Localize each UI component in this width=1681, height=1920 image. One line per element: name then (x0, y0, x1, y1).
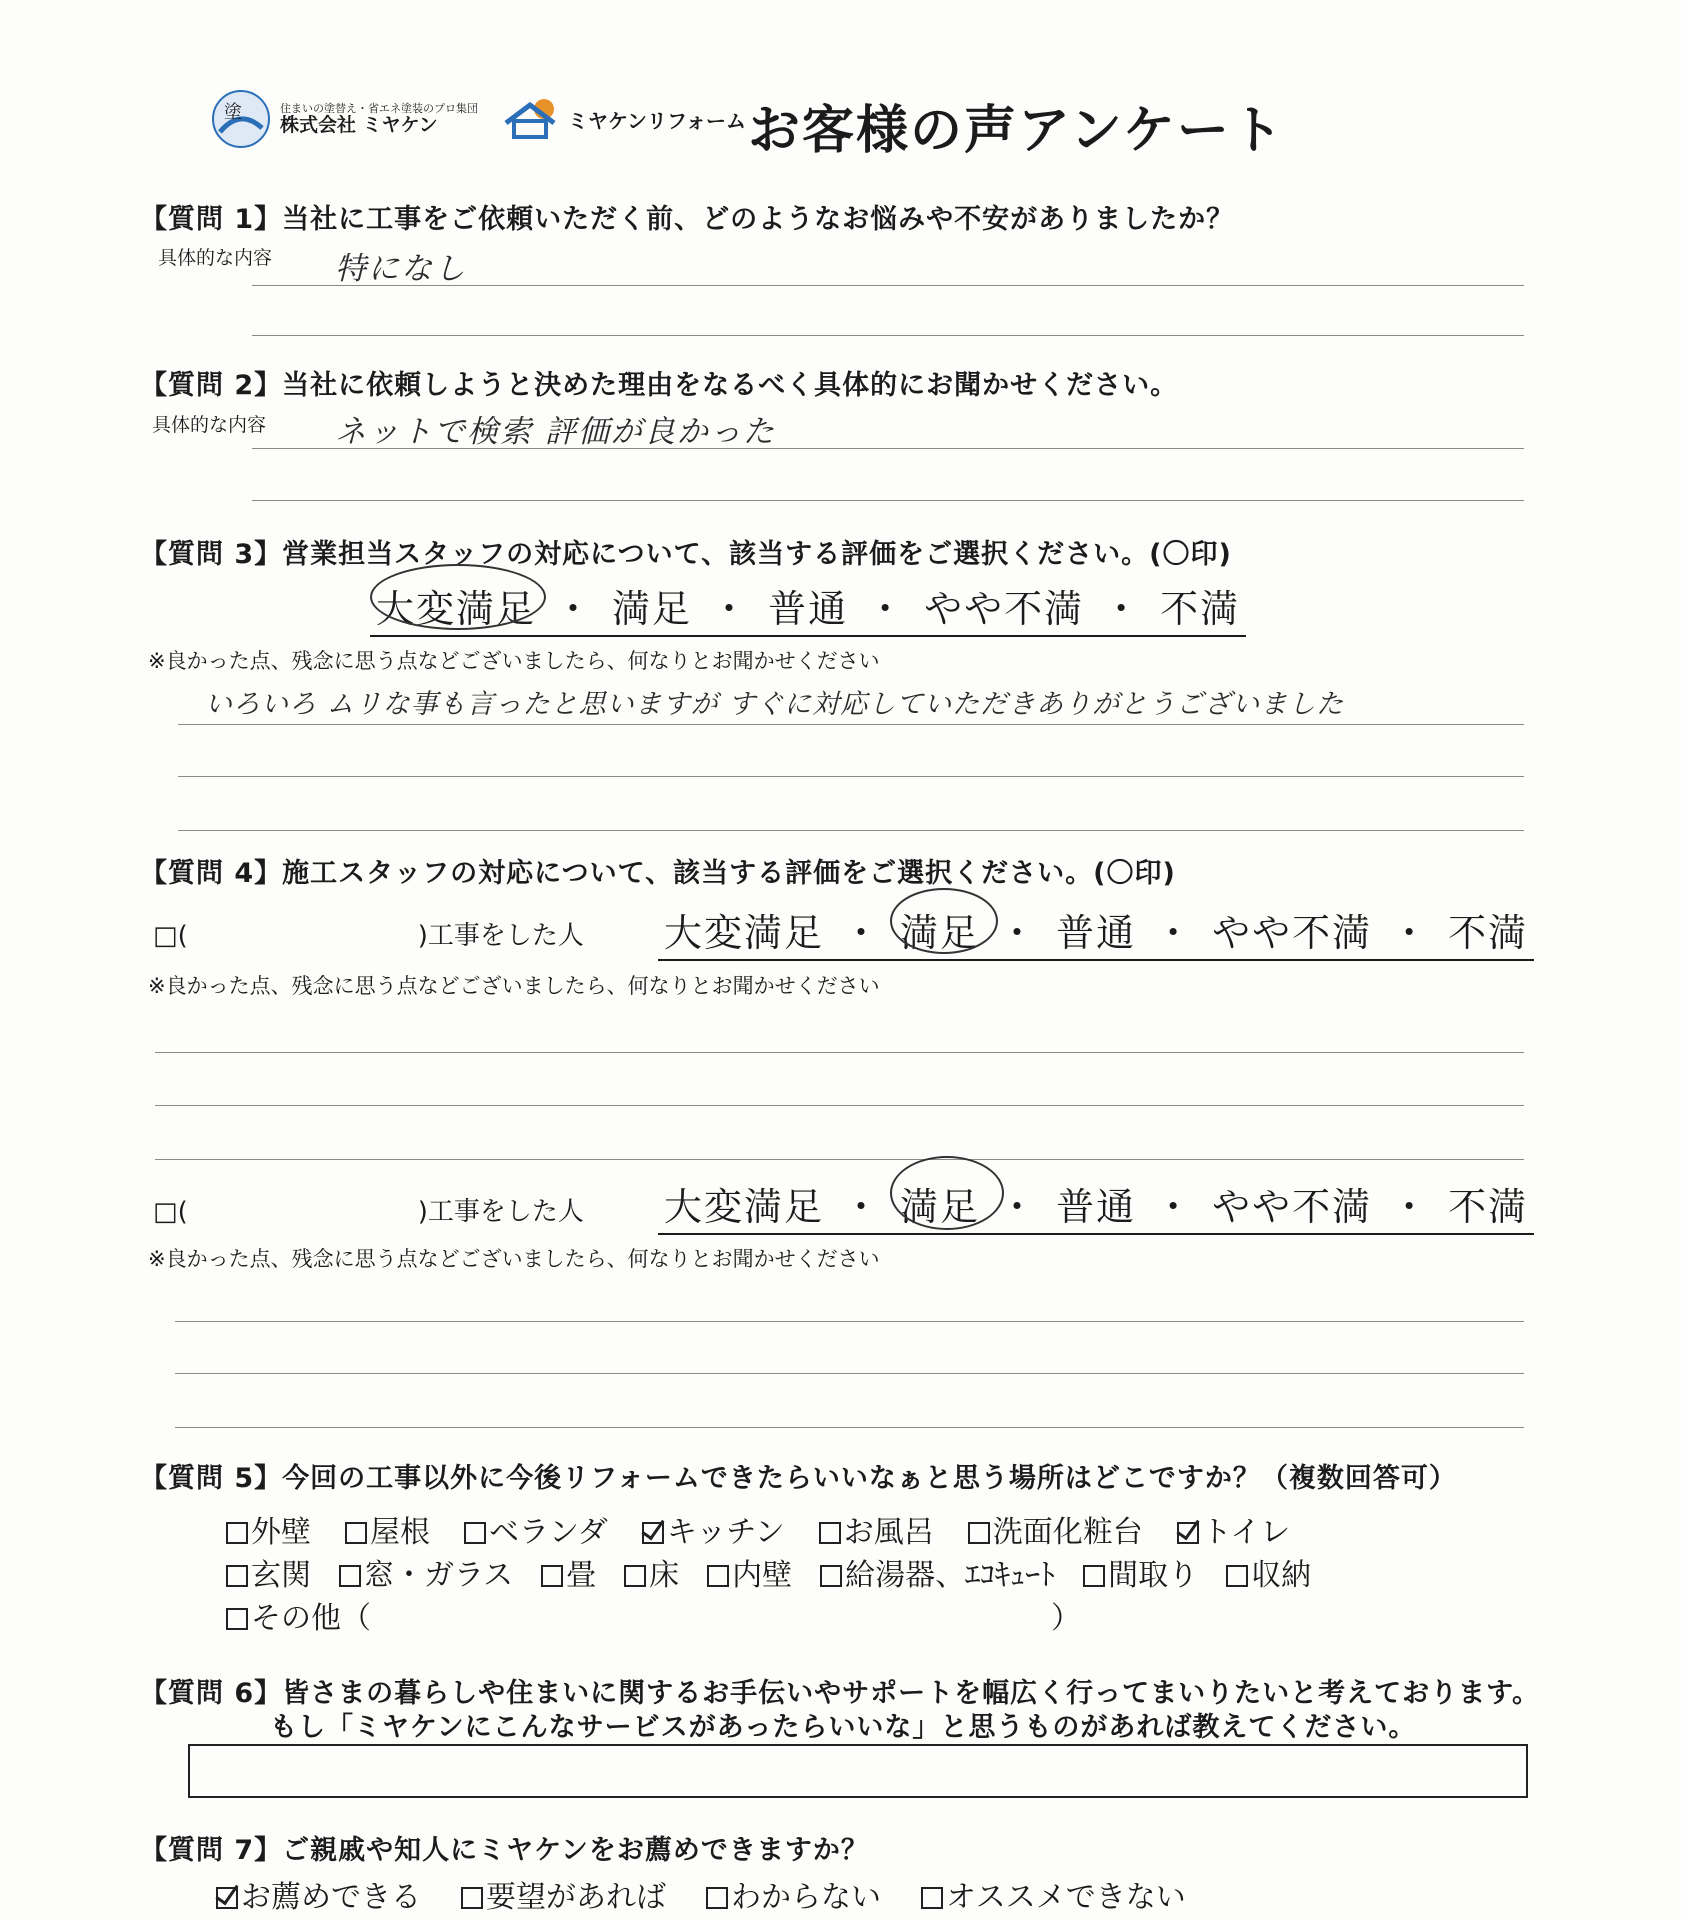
q6-answer-box[interactable] (188, 1744, 1528, 1798)
q5-row2-option-0[interactable] (226, 1550, 311, 1594)
q5-row1-option-6[interactable] (1177, 1507, 1291, 1551)
q5-row1-label-6: トイレ (1201, 1515, 1291, 1550)
q4-w1-option-somewhat-dissatisfied[interactable]: やや不満 (1212, 911, 1373, 955)
q7-label-2: わからない (731, 1880, 881, 1915)
q5-row1-checkbox-3[interactable] (642, 1522, 664, 1544)
q5-row2-label-1: 窓・ガラス (364, 1558, 514, 1593)
q1-detail-label: 具体的な内容 (158, 247, 273, 269)
page-title: お客様の声アンケート (748, 101, 1285, 161)
q5-row2-label-3: 床 (649, 1558, 680, 1593)
q3-rule-2 (178, 776, 1524, 777)
q4-worker1-field[interactable] (153, 915, 584, 952)
q3-rule-1 (178, 724, 1524, 725)
q5-other-label: その他（ (251, 1601, 371, 1636)
q5-row1-option-2[interactable] (464, 1507, 608, 1551)
q4-w2-option-somewhat-dissatisfied[interactable]: やや不満 (1212, 1185, 1373, 1229)
q5-row1-label-4: お風呂 (843, 1515, 934, 1550)
company-tagline: 住まいの塗替え・省エネ塗装のプロ集団 (280, 101, 478, 115)
q4-worker2-suffix: )工事をした人 (417, 1197, 584, 1227)
q4-w2-option-normal[interactable]: 普通 (1056, 1185, 1137, 1229)
q4-w2-option-dissatisfied[interactable]: 不満 (1448, 1185, 1529, 1229)
q4-separator: ・ (842, 1185, 883, 1229)
q3-note: ※良かった点、残念に思う点などございましたら、何なりとお聞かせください (148, 649, 880, 673)
svg-text:塗: 塗 (224, 102, 242, 123)
q4-worker2-field[interactable] (153, 1191, 584, 1228)
q5-row1-checkbox-5[interactable] (968, 1522, 990, 1544)
q7-options (216, 1872, 1226, 1916)
q3-label: 【質問 3】営業担当スタッフの対応について、該当する評価をご選択ください。(〇印) (140, 539, 1232, 570)
header-logos (210, 88, 746, 150)
q3-option-satisfied[interactable]: 満足 (612, 587, 693, 631)
q5-row-2 (226, 1550, 1339, 1594)
q5-row2-option-7[interactable] (1226, 1550, 1311, 1594)
q5-row2-label-4: 内壁 (732, 1558, 793, 1593)
q5-row1-checkbox-1[interactable] (345, 1522, 367, 1544)
q3-separator: ・ (1102, 587, 1143, 631)
q5-row1-label-3: キッチン (666, 1515, 785, 1550)
q7-label-0: お薦めできる (241, 1880, 421, 1915)
q4-worker2-note: ※良かった点、残念に思う点などございましたら、何なりとお聞かせください (148, 1247, 880, 1271)
q1-rule-1 (252, 285, 1524, 286)
reform-brand: ミヤケンリフォーム (568, 108, 746, 133)
q4-worker1-suffix: )工事をした人 (417, 921, 584, 951)
q1-rule-2 (252, 335, 1524, 336)
miyaken-painter-logo-icon (210, 88, 272, 150)
q5-row1-checkbox-2[interactable] (464, 1522, 486, 1544)
q4-separator: ・ (998, 1185, 1039, 1229)
q5-row2-checkbox-0[interactable] (226, 1565, 248, 1587)
q5-row1-option-0[interactable] (226, 1507, 311, 1551)
q5-label: 【質問 5】今回の工事以外に今後リフォームできたらいいなぁと思う場所はどこですか？（複数回答可） (140, 1463, 1457, 1494)
house-logo-icon (500, 97, 564, 141)
q3-rule-3 (178, 830, 1524, 831)
q5-row2-checkbox-1[interactable] (339, 1565, 361, 1587)
q6-label-line1: 【質問 6】皆さまの暮らしや住まいに関するお手伝いやサポートを幅広く行ってまいりたいと考えております。 (140, 1678, 1541, 1709)
q5-row2-option-5[interactable] (820, 1550, 1055, 1594)
q5-other-checkbox[interactable] (226, 1608, 248, 1630)
q5-row1-checkbox-6[interactable] (1177, 1522, 1199, 1544)
q5-row2-option-4[interactable] (707, 1550, 792, 1594)
q5-other-row[interactable] (226, 1593, 1081, 1637)
q7-label-1: 要望があれば (486, 1880, 666, 1915)
q4-worker1-rating[interactable] (658, 902, 1534, 961)
q5-row2-label-5: 給湯器、ｴｺｷｭｰﾄ (845, 1558, 1056, 1593)
q7-checkbox-2[interactable] (706, 1887, 728, 1909)
q4-w1-option-satisfied[interactable]: 満足 (900, 902, 980, 957)
q5-row1-checkbox-0[interactable] (226, 1522, 248, 1544)
q7-option-0[interactable] (216, 1872, 421, 1916)
q4-w2-rule-3 (175, 1427, 1524, 1428)
q4-w1-option-very-satisfied[interactable]: 大変満足 (664, 911, 825, 955)
q5-row2-label-6: 間取り (1108, 1558, 1199, 1593)
q7-label-3: オススメできない (946, 1880, 1186, 1915)
q4-w1-rule-2 (155, 1105, 1524, 1106)
q2-answer[interactable]: ネットで検索 評価が良かった (335, 414, 776, 450)
q5-row2-option-1[interactable] (339, 1550, 513, 1594)
q4-label: 【質問 4】施工スタッフの対応について、該当する評価をご選択ください。(〇印) (140, 858, 1176, 889)
company-block (280, 103, 478, 136)
q4-w1-rule-1 (155, 1052, 1524, 1053)
q4-w2-option-satisfied[interactable]: 満足 (900, 1176, 980, 1231)
q7-checkbox-1[interactable] (461, 1887, 483, 1909)
q5-row1-option-3[interactable] (642, 1507, 785, 1551)
q4-worker1-prefix: □( (153, 921, 188, 951)
q6-label-line2: もし「ミヤケンにこんなサービスがあったらいいな」と思うものがあれば教えてください。 (270, 1712, 1417, 1743)
q3-option-dissatisfied[interactable]: 不満 (1160, 587, 1241, 631)
q4-w1-option-normal[interactable]: 普通 (1056, 911, 1137, 955)
q5-row2-checkbox-3[interactable] (624, 1565, 646, 1587)
q3-option-somewhat-dissatisfied[interactable]: やや不満 (924, 587, 1085, 631)
q4-w1-rule-3 (155, 1159, 1524, 1160)
q7-checkbox-0[interactable] (216, 1887, 238, 1909)
q3-separator: ・ (866, 587, 907, 631)
q5-row2-checkbox-7[interactable] (1226, 1565, 1248, 1587)
q5-row2-checkbox-2[interactable] (541, 1565, 563, 1587)
q2-rule-2 (252, 500, 1524, 501)
q7-option-3[interactable] (921, 1872, 1186, 1916)
q5-row1-option-1[interactable] (345, 1507, 430, 1551)
q2-detail-label: 具体的な内容 (152, 414, 267, 436)
q5-row2-label-0: 玄関 (251, 1558, 311, 1593)
q4-worker2-prefix: □( (153, 1197, 188, 1227)
q5-row2-checkbox-4[interactable] (707, 1565, 729, 1587)
q7-option-2[interactable] (706, 1872, 881, 1916)
q3-comment[interactable]: いろいろ ムリな事も言ったと思いますが すぐに対応していただきありがとうございました (205, 689, 1345, 720)
q4-separator: ・ (1154, 911, 1195, 955)
q5-row2-label-2: 畳 (566, 1558, 597, 1593)
q5-row-1 (226, 1507, 1324, 1551)
q3-option-very-satisfied[interactable]: 大変満足 (376, 578, 536, 633)
company-name: 株式会社 ミヤケン (280, 113, 438, 136)
q4-w2-option-very-satisfied[interactable]: 大変満足 (664, 1185, 825, 1229)
q5-row2-checkbox-5[interactable] (820, 1565, 842, 1587)
q3-rating[interactable] (370, 578, 1246, 637)
q2-label: 【質問 2】当社に依頼しようと決めた理由をなるべく具体的にお聞かせください。 (140, 370, 1179, 401)
q1-label: 【質問 1】当社に工事をご依頼いただく前、どのようなお悩みや不安がありましたか？ (140, 204, 1235, 235)
q4-separator: ・ (998, 911, 1039, 955)
q5-row1-option-5[interactable] (968, 1507, 1143, 1551)
q3-option-normal[interactable]: 普通 (768, 587, 849, 631)
q5-row1-label-5: 洗面化粧台 (992, 1515, 1143, 1550)
q7-label: 【質問 7】ご親戚や知人にミヤケンをお薦めできますか？ (140, 1835, 869, 1866)
q4-w1-option-dissatisfied[interactable]: 不満 (1448, 911, 1529, 955)
q4-worker2-rating[interactable] (658, 1176, 1534, 1235)
q7-option-1[interactable] (461, 1872, 666, 1916)
q2-rule-1 (252, 448, 1524, 449)
q3-separator: ・ (710, 587, 751, 631)
q4-separator: ・ (1154, 1185, 1195, 1229)
q5-row1-label-2: ベランダ (489, 1515, 608, 1550)
q5-row1-option-4[interactable] (819, 1507, 934, 1551)
q4-worker1-note: ※良かった点、残念に思う点などございましたら、何なりとお聞かせください (148, 974, 880, 998)
q4-separator: ・ (842, 911, 883, 955)
q4-w2-rule-1 (175, 1321, 1524, 1322)
q5-row1-checkbox-4[interactable] (819, 1522, 841, 1544)
q4-w2-rule-2 (175, 1373, 1524, 1374)
q4-separator: ・ (1390, 911, 1431, 955)
q5-other-close: ） (1051, 1601, 1081, 1636)
q5-row2-option-6[interactable] (1083, 1550, 1198, 1594)
q5-row1-label-1: 屋根 (370, 1515, 430, 1550)
q5-row1-label-0: 外壁 (251, 1515, 311, 1550)
q5-row2-checkbox-6[interactable] (1083, 1565, 1105, 1587)
q5-row2-option-2[interactable] (541, 1550, 596, 1594)
q1-answer[interactable]: 特になし (335, 251, 467, 287)
q5-row2-option-3[interactable] (624, 1550, 679, 1594)
q5-row2-label-7: 収納 (1251, 1558, 1312, 1593)
q3-separator: ・ (554, 587, 595, 631)
q4-separator: ・ (1390, 1185, 1431, 1229)
q7-checkbox-3[interactable] (921, 1887, 943, 1909)
